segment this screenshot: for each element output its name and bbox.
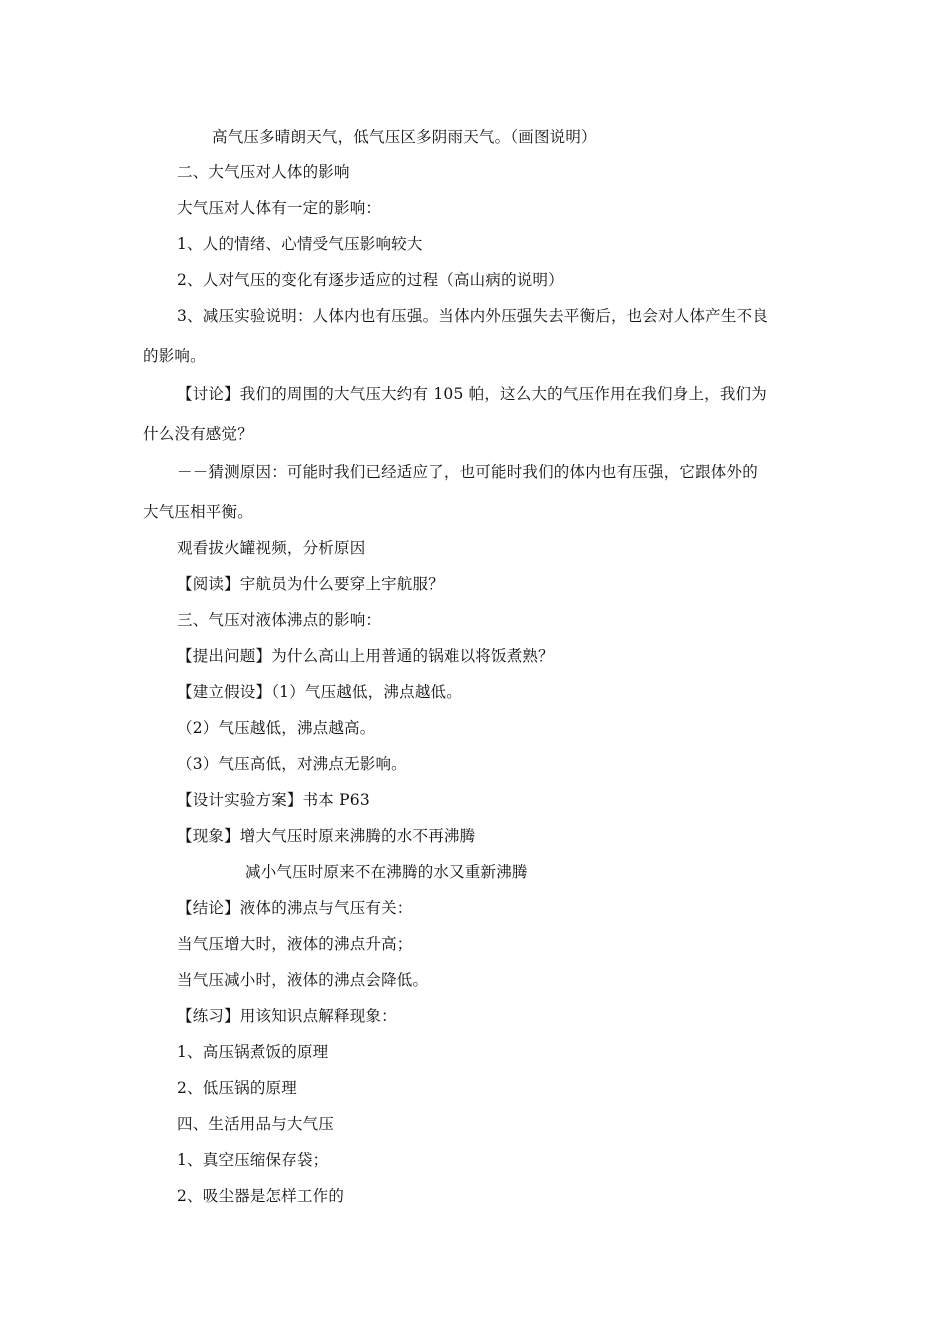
paragraph-video: 观看拔火罐视频，分析原因 (177, 539, 366, 557)
list-item-vacuum-cleaner: 2、吸尘器是怎样工作的 (177, 1187, 345, 1205)
paragraph-conclusion-decrease: 当气压减小时，液体的沸点会降低。 (177, 971, 429, 989)
paragraph-hypothesis-3: （3）气压高低，对沸点无影响。 (177, 755, 407, 773)
list-item-decompression: 3、减压实验说明：人体内也有压强。当体内外压强失去平衡后，也会对人体产生不良 (177, 307, 768, 325)
paragraph-hypothesis-2: （2）气压越低，沸点越高。 (177, 719, 376, 737)
paragraph-phenomenon-2: 减小气压时原来不在沸腾的水又重新沸腾 (245, 863, 528, 881)
paragraph-phenomenon-1: 【现象】增大气压时原来沸腾的水不再沸腾 (177, 827, 476, 845)
paragraph-guess-cont: 大气压相平衡。 (143, 503, 253, 521)
list-item-vacuum-bag: 1、真空压缩保存袋； (177, 1151, 329, 1169)
paragraph-experiment-plan: 【设计实验方案】书本 P63 (177, 791, 370, 809)
heading-section-four: 四、生活用品与大气压 (177, 1115, 335, 1133)
list-item-pressure-cooker: 1、高压锅煮饭的原理 (177, 1043, 329, 1061)
list-item-adaptation: 2、人对气压的变化有逐步适应的过程（高山病的说明） (177, 271, 564, 289)
paragraph-high-pressure-weather: 高气压多晴朗天气，低气压区多阴雨天气。（画图说明） (212, 128, 597, 146)
paragraph-question: 【提出问题】为什么高山上用普通的锅难以将饭煮熟？ (177, 647, 554, 665)
heading-section-three: 三、气压对液体沸点的影响： (177, 611, 382, 629)
paragraph-guess: －－猜测原因：可能时我们已经适应了，也可能时我们的体内也有压强，它跟体外的 (177, 463, 758, 481)
paragraph-discussion-cont: 什么没有感觉？ (143, 425, 253, 443)
paragraph-conclusion-increase: 当气压增大时，液体的沸点升高； (177, 935, 413, 953)
paragraph-intro-effects: 大气压对人体有一定的影响： (177, 199, 382, 217)
paragraph-hypothesis-1: 【建立假设】（1）气压越低，沸点越低。 (177, 683, 462, 701)
list-item-emotion: 1、人的情绪、心情受气压影响较大 (177, 235, 423, 253)
heading-section-two: 二、大气压对人体的影响 (177, 163, 350, 181)
list-item-low-pressure-pot: 2、低压锅的原理 (177, 1079, 297, 1097)
list-item-decompression-cont: 的影响。 (143, 347, 206, 365)
paragraph-discussion: 【讨论】我们的周围的大气压大约有 105 帕，这么大的气压作用在我们身上，我们为 (177, 385, 767, 403)
paragraph-practice: 【练习】用该知识点解释现象： (177, 1007, 397, 1025)
paragraph-reading: 【阅读】宇航员为什么要穿上宇航服？ (177, 575, 444, 593)
paragraph-conclusion: 【结论】液体的沸点与气压有关： (177, 899, 413, 917)
